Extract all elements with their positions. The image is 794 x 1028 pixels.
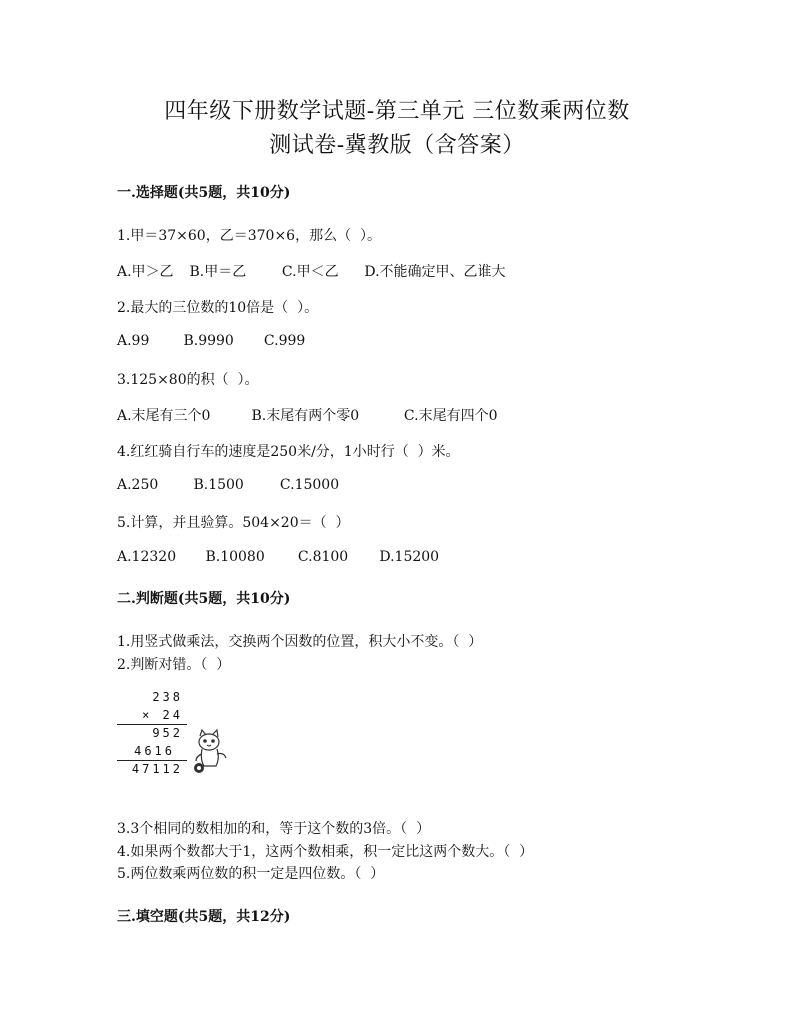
question-text: 1.用竖式做乘法，交换两个因数的位置，积大小不变。（ ） [117,634,483,650]
question-options [117,405,497,425]
cartoon-cat-illustration [190,728,230,774]
question-options [117,333,305,349]
question-text: 2.最大的三位数的10倍是（ ）。 [117,300,319,316]
calc-partial-product-2: 4616 [134,744,175,758]
option-a: A.12320 [117,549,177,565]
option-c: C.末尾有四个0 [403,408,498,424]
option-c: C.甲＜乙 [281,264,339,280]
calc-rule [117,724,187,725]
option-d: D.15200 [379,549,440,565]
calc-multiplicand: 238 [152,690,183,704]
option-c: C.8100 [297,549,349,565]
question-text: 4.如果两个数都大于1，这两个数相乘，积一定比这两个数大。（ ） [117,844,534,860]
option-b: B.末尾有两个零0 [251,408,360,424]
question-text: 1.甲＝37×60，乙＝370×6，那么（ ）。 [117,228,381,244]
option-c: C.15000 [279,477,340,493]
option-b: B.1500 [193,477,244,493]
question-text: 5.两位数乘两位数的积一定是四位数。（ ） [117,866,385,882]
question-text: 3.3个相同的数相加的和，等于这个数的3倍。（ ） [117,821,431,837]
option-b: B.10080 [205,549,265,565]
section-heading-fill-blank: 三.填空题(共5题，共12分) [117,909,291,925]
option-d: D.不能确定甲、乙谁大 [364,264,506,280]
option-a: A.250 [117,477,159,493]
calc-multiplier: × 24 [142,708,183,722]
calc-partial-product-1: 952 [152,726,183,740]
question-text: 3.125×80的积（ ）。 [117,372,259,388]
page-title-line2: 测试卷-冀教版（含答案） [269,133,525,158]
option-a: A.99 [117,333,150,349]
question-options [117,261,506,281]
question-options [117,549,439,565]
option-c: C.999 [263,333,306,349]
section-heading-judgement: 二.判断题(共5题，共10分) [117,591,291,607]
option-a: A.甲＞乙 [117,264,174,280]
page-title-line1: 四年级下册数学试题-第三单元 三位数乘两位数 [164,99,630,124]
option-a: A.末尾有三个0 [117,408,211,424]
question-text: 2.判断对错。（ ） [117,657,231,673]
question-text: 5.计算，并且验算。504×20＝（ ） [117,515,350,531]
option-b: B.甲＝乙 [189,264,247,280]
section-heading-choice: 一.选择题(共5题，共10分) [117,185,291,201]
calc-rule [117,760,187,761]
question-options [117,477,339,493]
question-text: 4.红红骑自行车的速度是250米/分，1小时行（ ）米。 [117,444,460,460]
option-b: B.9990 [183,333,234,349]
calc-result: 47112 [131,762,183,776]
